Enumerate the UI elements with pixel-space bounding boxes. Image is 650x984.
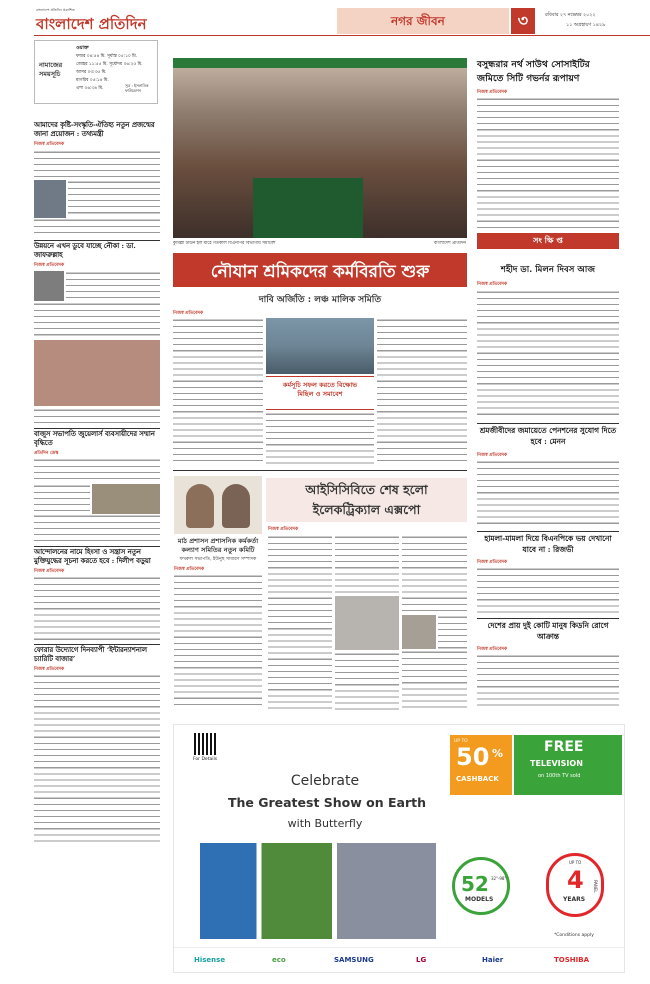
models-count: 52 <box>461 872 489 896</box>
expo-title-box <box>266 478 467 522</box>
article-body <box>34 458 160 484</box>
article-body <box>266 412 374 466</box>
television-label: TELEVISION <box>530 759 583 768</box>
tv-sub-label: on 100th TV sold <box>538 773 581 779</box>
page-number: ৩ <box>517 11 529 30</box>
article-body <box>34 576 160 642</box>
qr-code-icon <box>194 733 216 755</box>
article-body <box>377 318 467 466</box>
headline[interactable]: আন্দোলনের নামে হিংসা ও সন্ত্রাস নতুন মুক্তিযুদ্ধের সূচনা করতে হবে : দিলীপ বড়ুয়া <box>34 548 151 565</box>
banner <box>173 58 467 68</box>
warranty-years: YEARS <box>563 896 586 903</box>
byline: নিজস্ব প্রতিবেদক <box>477 647 508 652</box>
brand-logo: SAMSUNG <box>334 956 374 964</box>
article-body <box>477 290 619 420</box>
headline[interactable]: বাজুস সভাপতি জুয়েলার্স ব্যবসায়ীদের সম্মান বৃদ্ধিতে <box>34 430 155 447</box>
warranty-panel: PANEL <box>593 880 598 893</box>
headline[interactable]: বসুন্ধরার নর্থ সাউথ সোসাইটির জমিতে সিটি গভর্নর রূপায়ণ <box>477 59 590 84</box>
lead-subtitle: দাবি অর্জিতি : লঞ্চ মালিক সমিতি <box>258 295 382 305</box>
byline: নিজস্ব প্রতিবেদক <box>174 567 205 572</box>
prayer-source: সূত্র : ইসলামিক ফাউন্ডেশন <box>125 83 149 93</box>
warranty-badge <box>546 853 604 917</box>
byline: নিজস্ব প্রতিবেদক <box>477 90 508 95</box>
issue-hijri: ১১ অগ্রহায়ণ ১৪২৯ <box>566 23 606 28</box>
byline: প্রতিদিন ডেস্ক <box>34 451 59 456</box>
section-title: নগর জীবন <box>391 14 445 28</box>
byline: নিজস্ব প্রতিবেদক <box>268 527 299 532</box>
subhead: ফখরুল সভাপতি, ইউনুছ সাধারণ সম্পাদক <box>179 557 257 562</box>
article-body <box>34 218 160 238</box>
article-body <box>477 567 619 615</box>
article-body <box>66 271 160 301</box>
headline[interactable]: আমাদের কৃষ্টি-সংস্কৃতি-ঐতিহ্য নতুন প্রজন্মের জানা প্রয়োজন : তথ্যমন্ত্রী <box>34 121 155 138</box>
prayer-times-box <box>34 40 158 104</box>
brand-strip <box>174 947 625 973</box>
article-body <box>335 535 399 595</box>
prayer-row: এশা ০৬:৩৪ মি. <box>76 86 104 91</box>
butterfly-advertisement[interactable] <box>173 724 625 973</box>
headline[interactable]: উন্নয়নে এখন ডুবে যাচ্ছে নৌকা : ডা. জাফরুল্লাহ <box>34 242 136 259</box>
prayer-row: জোহর ১১:৫৫ মি. সূর্যোদয় ০৬:২৫ মি. <box>76 62 143 67</box>
article-body <box>173 318 263 466</box>
cashback-percent: 50 <box>456 743 490 771</box>
article-body <box>34 674 160 842</box>
brand-logo: eco <box>272 956 286 964</box>
warranty-upto: UP TO <box>569 860 582 865</box>
byline: নিজস্ব প্রতিবেদক <box>34 142 65 147</box>
free-label: FREE <box>544 739 584 755</box>
headline[interactable]: শহীদ ডা. মিলন দিবস আজ <box>500 265 596 275</box>
headline[interactable]: শ্রমজীবীদের জমায়েতে পেনশনের সুযোগ দিতে হবে : মেনন <box>479 426 617 446</box>
prayer-times-title: নামাজের সময়সূচি <box>39 61 63 78</box>
pull-quote <box>266 376 374 410</box>
ad-line3: with Butterfly <box>287 817 363 830</box>
newspaper-logo[interactable]: বাংলাদেশ প্রতিদিন <box>36 15 147 33</box>
byline: নিজস্ব প্রতিবেদক <box>173 311 204 316</box>
article-body <box>34 302 160 340</box>
article-body <box>402 650 467 710</box>
brand-logo: TOSHIBA <box>554 956 589 964</box>
brand-logo: Haier <box>482 956 504 964</box>
byline: নিজস্ব প্রতিবেদক <box>477 560 508 565</box>
section-box <box>337 8 509 34</box>
brand-logo: LG <box>416 956 427 964</box>
masthead <box>0 0 650 36</box>
page-number-box <box>511 8 535 34</box>
jewellers-photo <box>92 484 160 514</box>
article-body <box>402 535 467 615</box>
event-photo <box>34 340 160 406</box>
prayer-row: আসর ০৩:৩৫ মি. <box>76 70 107 75</box>
byline: নিজস্ব প্রতিবেদক <box>34 667 65 672</box>
article-body <box>34 150 160 180</box>
headline[interactable]: আইসিসিবিতে শেষ হলো ইলেকট্রিক্যাল এক্সপো <box>305 482 428 517</box>
officials-photo <box>174 476 262 534</box>
lead-headline[interactable]: নৌযান শ্রমিকদের কর্মবিরতি শুরু <box>210 262 430 282</box>
headline[interactable]: ফোরার উদ্যোগে দিনব্যাপী ‘ইন্টারন্যাশনাল চ্যারিটি বাজার’ <box>34 646 147 663</box>
article-body <box>477 460 619 528</box>
upto-label: UP TO <box>454 739 468 744</box>
photo-caption: কুমিল্লা টাউন হল মাঠে গতকাল বিএনপির বিভাগীয় সমাবেশ <box>173 241 276 246</box>
lead-title-box <box>173 253 467 287</box>
avatar <box>186 484 214 528</box>
article-body <box>477 654 619 710</box>
speaker-photo <box>34 271 64 301</box>
byline: নিজস্ব প্রতিবেদক <box>477 282 508 287</box>
expo-photo <box>335 596 399 650</box>
briefs-label-box <box>477 233 619 249</box>
byline: নিজস্ব প্রতিবেদক <box>477 453 508 458</box>
cashback-label: CASHBACK <box>456 775 499 783</box>
for-details: For Details <box>193 757 218 762</box>
article-body <box>268 535 332 709</box>
article-body <box>174 574 262 710</box>
headline[interactable]: হামলা-মামলা দিয়ে বিএনপিকে ভয় দেখানো যাবে না : রিজভী <box>484 534 612 554</box>
prayer-row: মাগরিব ০৫:১৪ মি. <box>76 78 109 83</box>
article-body <box>477 97 619 231</box>
free-tv-badge <box>514 735 622 795</box>
products-image <box>200 843 436 939</box>
article-body <box>34 514 160 544</box>
warranty-years-num: 4 <box>567 866 584 894</box>
cashback-badge <box>450 735 512 795</box>
photo-caption <box>34 408 160 424</box>
avatar <box>222 484 250 528</box>
article-body <box>438 615 467 649</box>
ad-line2: The Greatest Show on Earth <box>227 795 427 810</box>
models-label: MODELS <box>465 896 494 903</box>
masthead-tagline: বাংলাদেশ প্রতিদিন প্রকাশিত <box>36 8 75 12</box>
headline[interactable]: দেশের প্রায় দুই কোটি মানুষ কিডনি রোগে আক্রান্ত <box>487 621 609 641</box>
briefs-label: সং ক্ষি প্ত <box>533 236 563 245</box>
byline: নিজস্ব প্রতিবেদক <box>34 263 65 268</box>
expo-photo-small <box>402 615 436 649</box>
article-body <box>34 484 90 514</box>
models-range: 32"-98" <box>491 876 507 881</box>
headline[interactable]: মাঠ প্রশাসন প্রশাসনিক কর্মকর্তা কল্যাণ সমিতির নতুন কমিটি <box>177 537 259 554</box>
percent-sign: % <box>492 747 504 760</box>
brand-logo: Hisense <box>194 956 226 964</box>
prayer-times-head: ওয়াক্ত <box>76 46 89 51</box>
issue-date: রবিবার ২৭ নভেম্বর ২০২২ <box>545 13 596 18</box>
launch-photo <box>266 318 374 374</box>
article-body <box>68 180 160 218</box>
prayer-row: ফজর ০৪:৫৪ মি. সূর্যাস্ত ০৫:১০ মি. <box>76 54 138 59</box>
conditions-note: *Conditions apply <box>554 933 594 938</box>
podium <box>253 178 363 238</box>
minister-photo <box>34 180 66 218</box>
photo-credit: বাংলাদেশ প্রতিদিন <box>433 241 466 246</box>
article-body <box>335 652 399 710</box>
pull-quote-text: কর্মসূচি সফল করতে বিক্ষোভ মিছিল ও সমাবেশ <box>282 381 358 398</box>
rally-photo <box>173 58 467 238</box>
byline: নিজস্ব প্রতিবেদক <box>34 569 65 574</box>
models-badge <box>452 857 510 915</box>
ad-line1: Celebrate <box>290 773 360 789</box>
